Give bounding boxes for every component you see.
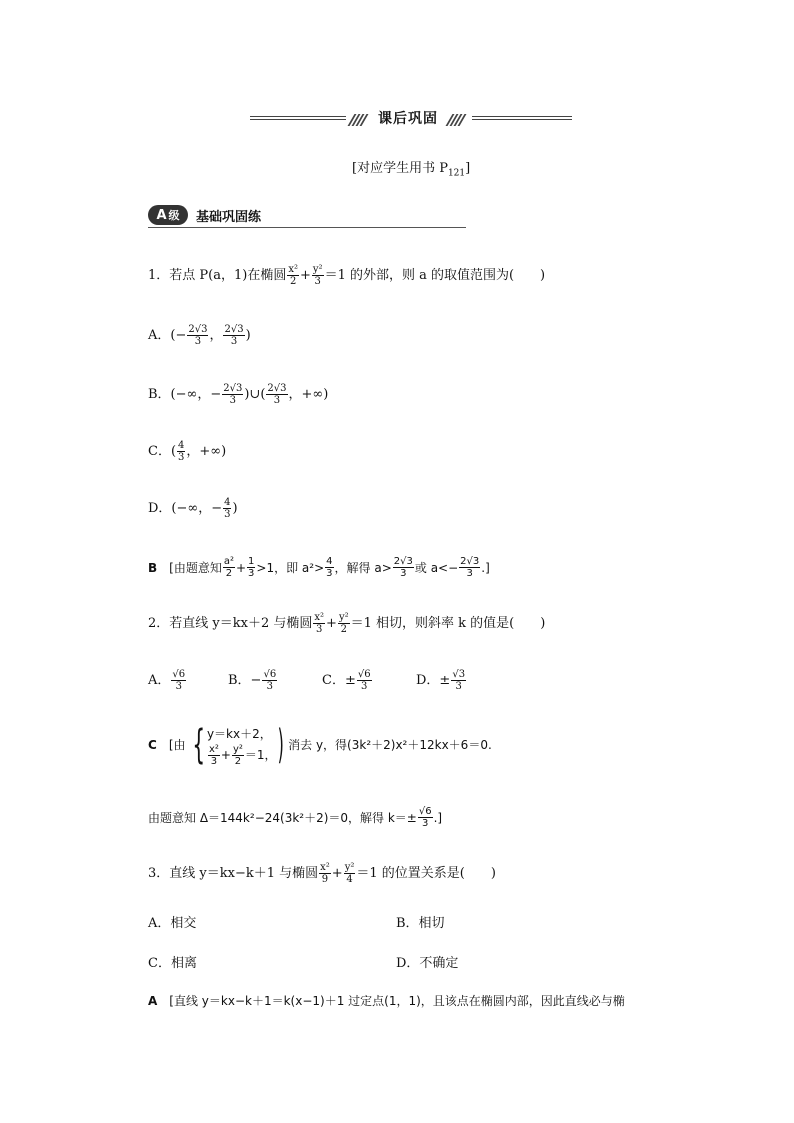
level-label: 基础巩固练 <box>196 210 262 225</box>
frac: $\frac{\text{x²}}{9}$ <box>320 862 330 885</box>
frac: $\frac{\text{x²}}{3}$ <box>314 612 325 635</box>
q3-stem: 3．直线 y＝kx−k＋1 与椭圆 $\frac{\text{x²}}{9}$ + $\frac{\text{y²}}{4}$ ＝1 的位置关系是( ) <box>148 862 496 885</box>
q3-option-b: B．相切 <box>396 916 445 931</box>
frac: $\frac{4}{3}$ <box>326 556 333 579</box>
frac: $\frac{2√3}{3}$ <box>224 324 244 347</box>
q1-explanation: B [由题意知 $\frac{\text{a²}}{2}$ + $\frac{1}{3}$ >1，即 a²> $\frac{4}{3}$ ，解得 a> $\frac{2√3}{3}$ 或 a<− $\frac{2√3}{3}$ .] <box>148 556 490 579</box>
system-row-1: y＝kx＋2， <box>206 726 272 741</box>
section-title: 课后巩固 <box>378 111 438 127</box>
section-header <box>250 108 572 128</box>
q2-stem: 2．若直线 y＝kx＋2 与椭圆 $\frac{\text{x²}}{3}$ + $\frac{\text{y²}}{2}$ ＝1 相切，则斜率 k 的值是( ) <box>148 612 546 635</box>
frac: $\frac{√6}{3}$ <box>263 669 277 692</box>
q3-answer: A <box>148 994 158 1008</box>
q1-option-a: A．(− $\frac{2√3}{3}$ ， $\frac{2√3}{3}$ ) <box>148 324 251 347</box>
q2-option-b: B．− $\frac{√6}{3}$ <box>228 669 277 692</box>
q3-explanation: A [直线 y＝kx−k＋1＝k(x−1)＋1 过定点(1，1)，且该点在椭圆内部，因此直线必与椭 <box>148 994 625 1008</box>
frac: $\frac{2√3}{3}$ <box>188 324 208 347</box>
frac: $\frac{2√3}{3}$ <box>393 556 413 579</box>
right-brace: ) <box>277 722 284 768</box>
left-brace: { <box>191 722 205 768</box>
q1-frac-x: $\frac{\text{x²}}{2}$ <box>288 264 298 287</box>
level-badge: A 级 <box>148 205 188 225</box>
frac: $\frac{\text{y²}}{2}$ <box>338 612 349 635</box>
level-banner <box>148 205 468 229</box>
header-rule-right <box>472 116 572 120</box>
frac: $\frac{\text{x²}}{3}$ <box>208 743 219 767</box>
q2-option-d: D．± $\frac{√3}{3}$ <box>416 669 466 692</box>
q3-option-d: D．不确定 <box>396 956 459 971</box>
level-underline <box>148 227 466 228</box>
header-stripes-left <box>350 111 366 130</box>
q1-stem: 1．若点 P(a，1)在椭圆 $\frac{\text{x²}}{2}$ + $\frac{\text{y²}}{3}$ ＝1 的外部，则 a 的取值范围为( ) <box>148 264 546 287</box>
equation-system <box>186 724 289 767</box>
system-row-2: $\frac{\text{x²}}{3}$ + $\frac{\text{y²}}{2}$ ＝1， <box>208 743 277 767</box>
q1-frac-y: $\frac{\text{y²}}{3}$ <box>312 264 323 287</box>
frac: $\frac{√6}{3}$ <box>418 806 432 829</box>
header-rule-left <box>250 116 346 120</box>
frac: $\frac{√6}{3}$ <box>357 669 371 692</box>
frac: $\frac{\text{y²}}{4}$ <box>344 862 355 885</box>
q2-options <box>148 669 467 692</box>
q3-option-c: C．相离 <box>148 956 197 971</box>
frac: $\frac{\text{y²}}{2}$ <box>232 743 243 767</box>
frac: $\frac{2√3}{3}$ <box>223 383 243 406</box>
frac: $\frac{4}{3}$ <box>224 497 231 520</box>
q2-option-c: C．± $\frac{√6}{3}$ <box>322 669 371 692</box>
frac: $\frac{2√3}{3}$ <box>460 556 480 579</box>
system-rows <box>207 724 277 767</box>
frac: $\frac{1}{3}$ <box>248 556 255 579</box>
q1-answer: B <box>148 560 158 575</box>
q1-option-c: C．( $\frac{4}{3}$ ，+∞) <box>148 440 227 463</box>
frac: $\frac{√6}{3}$ <box>172 669 186 692</box>
q1-option-d: D．(−∞，− $\frac{4}{3}$ ) <box>148 497 238 520</box>
book-reference: [对应学生用书 $P_{121}$] <box>352 161 471 179</box>
frac: $\frac{√3}{3}$ <box>452 669 466 692</box>
frac: $\frac{\text{a²}}{2}$ <box>223 556 234 579</box>
q1-option-b: B．(−∞，− $\frac{2√3}{3}$ )∪( $\frac{2√3}{3}$ ，+∞) <box>148 383 329 406</box>
header-stripes-right <box>448 111 464 130</box>
frac: $\frac{2√3}{3}$ <box>267 383 287 406</box>
q2-explanation: C [由 { y＝kx＋2， $\frac{\text{x²}}{3}$ + $\frac{\text{y²}}{2}$ ＝1， ) 消去 y，得(3k²＋2)x²＋12kx＋6＝0. <box>148 722 492 768</box>
frac: $\frac{4}{3}$ <box>178 440 185 463</box>
q2-explanation-2: 由题意知 Δ＝144k²−24(3k²＋2)＝0，解得 k＝± $\frac{√6}{3}$ .] <box>148 806 443 829</box>
q2-option-a: A． $\frac{√6}{3}$ <box>148 669 186 692</box>
q3-option-a: A．相交 <box>148 916 197 931</box>
q2-answer: C <box>148 738 157 752</box>
